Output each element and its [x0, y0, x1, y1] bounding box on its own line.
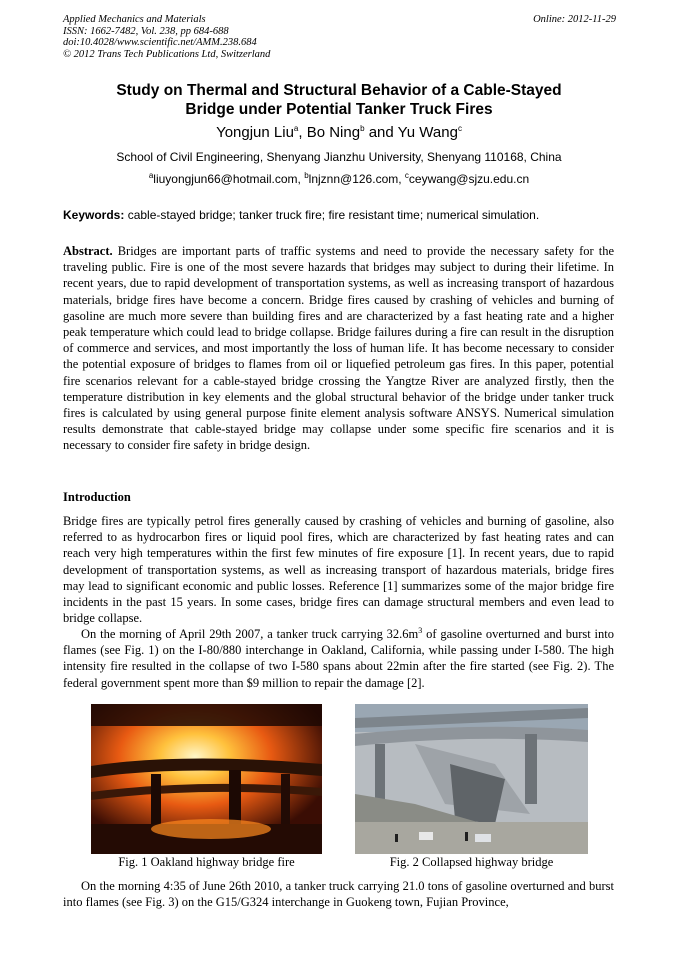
abstract-label: Abstract.: [63, 244, 113, 258]
author-2: , Bo Ning: [298, 124, 361, 141]
figure-2-caption: Fig. 2 Collapsed highway bridge: [389, 855, 554, 869]
email-3-marker: c: [404, 171, 409, 180]
intro-paragraph-2-end: of gasoline overturned and burst into flames (see Fig. 1) on the I-80/880 interchange in Oakland, California, while passing under I-580. The high intensity fire resulted in the collapse of two I-580 spans about 22min after the fire started (see Fig. 2). The federal government spent more than $9 million to repair the damage [2].: [63, 627, 614, 690]
collapsed-bridge-photo: [355, 704, 588, 854]
journal-metadata: [63, 14, 270, 60]
author-3-marker: c: [457, 124, 462, 133]
email-3: ceywang@sjzu.edu.cn: [408, 172, 530, 186]
copyright-line: © 2012 Trans Tech Publications Ltd, Switzerland: [63, 48, 271, 60]
abstract-text: Bridges are important parts of traffic systems and need to provide the necessary safety for the traveling public. Fire is one of the most severe hazards that bridges may subject to during their lifetime. In recent years, due to rapid development of transportation systems, as well as increasing transport of hazardous materials, bridge fires have become a concern. Bridge fires caused by crashing of vehicles and burning of gasoline are much more severe than building fires and are characterized by a fast heating rate and a higher peak temperature which could lead to bridge collapse. Bridge failures during a fire can result in the disruption of commerce and services, and most importantly the loss of human life. It has become necessary to consider the potential exposure of bridges to flames from oil or liquefied petroleum gas fires. In this paper, potential fire scenarios relevant for a cable-stayed bridge crossing the Yangtze River are analyzed firstly, then the temperature distribution in key elements and the global structural behavior of the bridge under tanker truck fires is calculated by using general purpose finite element analysis software ANSYS. Numerical simulation results demonstrate that cable-stayed bridge may collapse under some specific fire scenarios and it is necessary to consider fire safety in bridge design.: [63, 244, 614, 453]
author-list: [40, 124, 638, 141]
online-date: Online: 2012-11-29: [533, 14, 616, 25]
figure-1-caption: Fig. 1 Oakland highway bridge fire: [118, 855, 295, 869]
email-2: lnjznn@126.com,: [308, 172, 405, 186]
author-1: Yongjun Liu: [216, 124, 294, 141]
author-3: and Yu Wang: [364, 124, 458, 141]
figure-2-image: [355, 704, 588, 854]
doi-line: doi:10.4028/www.scientific.net/AMM.238.684: [63, 37, 257, 48]
affiliation: School of Civil Engineering, Shenyang Jianzhu University, Shenyang 110168, China: [116, 150, 562, 164]
journal-name: Applied Mechanics and Materials: [63, 14, 206, 25]
intro-paragraph-3: On the morning 4:35 of June 26th 2010, a tanker truck carrying 21.0 tons of gasoline overturned and burst into flames (see Fig. 3) on the G15/G324 interchange in Guokeng town, Fujian Province,: [63, 879, 614, 910]
abstract: [63, 243, 614, 454]
author-2-marker: b: [360, 124, 365, 133]
intro-paragraph-1: Bridge fires are typically petrol fires generally caused by crashing of vehicles and burning of gasoline, also referred to as hydrocarbon fires or liquid pool fires, which are characterized by fast heating rates and can reach very high temperatures within the first few minutes of fire exposure [1]. In recent years, due to rapid development of transportation systems, as well as increasing transport of hazardous materials, bridge fires may lead to significant economic and public losses. Reference [1] summarizes some of the major bridge fire incidents in the past 15 years. In some cases, bridge fires can damage structural members and even lead to bridge collapse.: [63, 514, 614, 626]
cubic-superscript: 3: [418, 625, 423, 635]
introduction-heading: Introduction: [63, 490, 131, 504]
intro-paragraph-2: [63, 626, 614, 691]
title-line-1: Study on Thermal and Structural Behavior of a Cable-Stayed: [116, 82, 562, 99]
intro-paragraph-2-start: On the morning of April 29th 2007, a tanker truck carrying 32.6m: [81, 627, 419, 641]
keywords-text: cable-stayed bridge; tanker truck fire; fire resistant time; numerical simulation.: [124, 208, 540, 222]
email-list: [40, 172, 638, 186]
keywords: [63, 208, 623, 222]
title-line-2: Bridge under Potential Tanker Truck Fires: [185, 101, 493, 118]
email-1-marker: a: [148, 171, 154, 180]
keywords-label: Keywords:: [63, 208, 125, 222]
figure-1-image: [91, 704, 322, 854]
paper-title: [40, 81, 638, 119]
email-2-marker: b: [304, 171, 309, 180]
email-1: liuyongjun66@hotmail.com,: [153, 172, 305, 186]
issn-line: ISSN: 1662-7482, Vol. 238, pp 684-688: [63, 25, 229, 37]
author-1-marker: a: [293, 124, 299, 133]
bridge-fire-photo: [91, 704, 322, 854]
